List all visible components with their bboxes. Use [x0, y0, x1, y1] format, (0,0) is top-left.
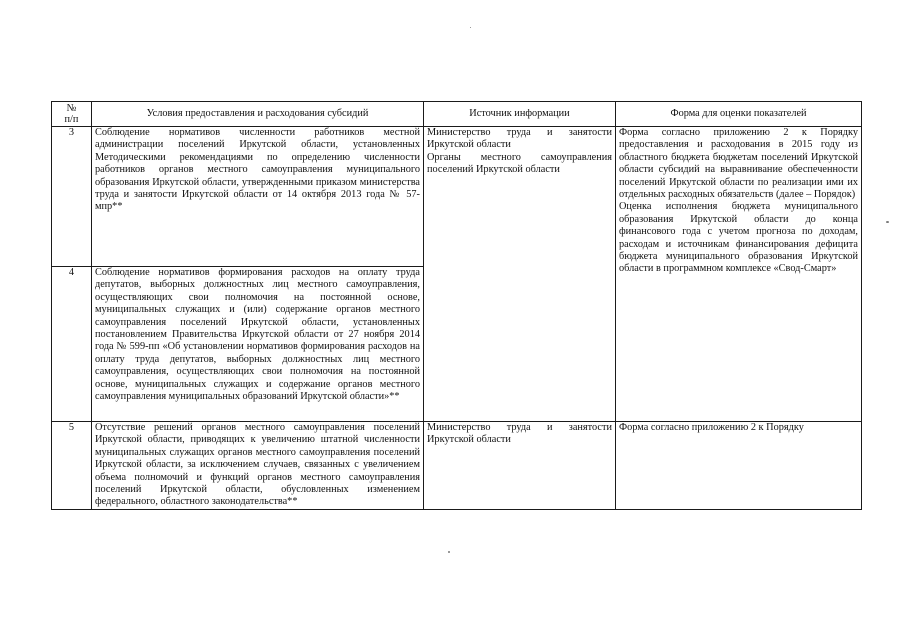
scan-speck [886, 221, 889, 223]
table-row [52, 422, 862, 510]
row-number: 3 [52, 127, 92, 267]
header-conditions: Условия предоставления и расходования субсидий [92, 102, 424, 127]
row-source: Министерство труда и занятости Иркутской области [424, 422, 616, 510]
table-row [52, 127, 862, 267]
scan-speck [448, 551, 450, 553]
row-form: Форма согласно приложению 2 к Порядку [616, 422, 862, 510]
header-number [52, 102, 92, 127]
header-form: Форма для оценки показателей [616, 102, 862, 127]
header-number-line2: п/п [64, 114, 79, 125]
row-number: 4 [52, 267, 92, 422]
header-source: Источник информации [424, 102, 616, 127]
row-condition: Соблюдение нормативов численности работников местной администрации поселений Иркутской области, установленных Методическими рекомендациями по определению численности работников органов местного самоуправления муниципального образования Иркутской области, утвержденными приказом министерства труда и занятости Иркутской области от 14 октября 2013 года № 57-мпр** [92, 127, 424, 267]
row-condition: Отсутствие решений органов местного самоуправления поселений Иркутской области, приводящих к увеличению штатной численности муниципальных служащих органов местного самоуправления поселений Иркутской области, за исключением случаев, связанных с увеличением объема полномочий и функций органов местного самоуправления поселений Иркутской области, обусловленных изменением федерального, областного законодательства** [92, 422, 424, 510]
row-source: Министерство труда и занятости Иркутской области Органы местного самоуправления поселений Иркутской области [424, 127, 616, 422]
subsidy-conditions-table [51, 101, 862, 510]
header-number-line1: № [66, 103, 77, 114]
row-form: Форма согласно приложению 2 к Порядку предоставления и расходования в 2015 году из областного бюджета бюджетам поселений Иркутской области субсидий на выравнивание обеспеченности поселений Иркутской области по реализации ими их отдельных расходных обязательств (далее – Порядок) Оценка исполнения бюджета муниципального образования Иркутской области до конца финансового года с учетом прогноза по доходам, расходам и источникам финансирования дефицита бюджета муниципального образования Иркутской области в программном комплексе «Свод-Смарт» [616, 127, 862, 422]
scan-speck [470, 27, 471, 28]
row-condition: Соблюдение нормативов формирования расходов на оплату труда депутатов, выборных должностных лиц местного самоуправления, осуществляющих свои полномочия на постоянной основе, муниципальных служащих и (или) содержание органов местного самоуправления поселений Иркутской области, установленных постановлением Правительства Иркутской области от 27 ноября 2014 года № 599-пп «Об установлении нормативов формирования расходов на оплату труда депутатов, выборных должностных лиц местного самоуправления, осуществляющих свои полномочия на постоянной основе, муниципальных служащих и содержание органов местного самоуправления муниципальных образований Иркутской области»** [92, 267, 424, 422]
table-header-row [52, 102, 862, 127]
row-number: 5 [52, 422, 92, 510]
